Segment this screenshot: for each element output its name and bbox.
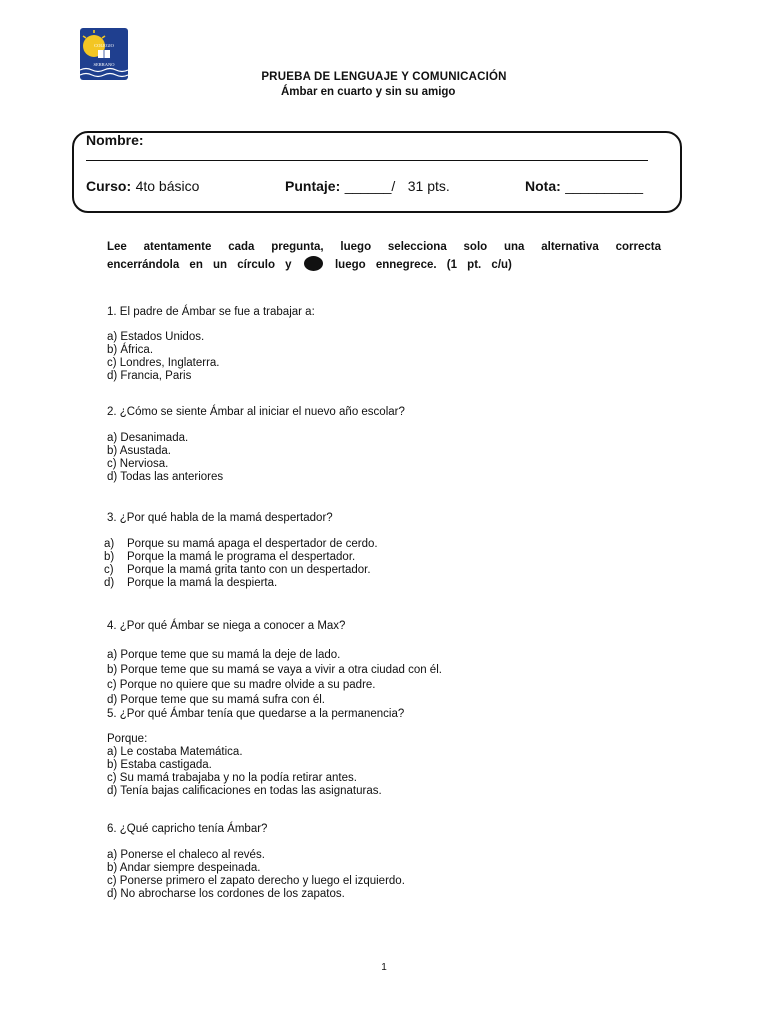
option-3d-letter: d) bbox=[104, 577, 115, 589]
instructions-line2 bbox=[107, 256, 661, 274]
score-blank: ______/ bbox=[344, 178, 396, 194]
option-2a[interactable]: a) Desanimada. bbox=[107, 432, 189, 444]
filled-circle-icon bbox=[304, 256, 323, 271]
question-1-options bbox=[107, 331, 220, 383]
question-4 bbox=[107, 620, 345, 633]
student-info-box bbox=[72, 131, 682, 213]
question-5-text: 5. ¿Por qué Ámbar tenía que quedarse a la permanencia? bbox=[107, 708, 405, 720]
question-1 bbox=[107, 306, 315, 319]
option-3d-text: Porque la mamá la despierta. bbox=[127, 577, 278, 589]
question-3-options bbox=[104, 538, 378, 590]
instructions-line1: Lee atentamente cada pregunta, luego selecciona solo una alternativa correcta bbox=[107, 241, 661, 253]
question-3 bbox=[107, 512, 333, 525]
option-3b-letter: b) bbox=[104, 551, 115, 563]
option-3a-text: Porque su mamá apaga el despertador de cerdo. bbox=[127, 538, 378, 550]
question-2 bbox=[107, 406, 405, 419]
option-5a[interactable]: a) Le costaba Matemática. bbox=[107, 746, 243, 758]
page-number: 1 bbox=[381, 962, 387, 973]
option-3c-text: Porque la mamá grita tanto con un despertador. bbox=[127, 564, 371, 576]
option-1d[interactable]: d) Francia, Paris bbox=[107, 370, 192, 382]
question-2-options bbox=[107, 432, 223, 484]
option-3b[interactable] bbox=[104, 551, 378, 564]
logo-text-top: COLEGIO bbox=[94, 43, 114, 48]
question-3-text: 3. ¿Por qué habla de la mamá despertador? bbox=[107, 512, 333, 524]
instructions-line2-start: encerrándola en un círculo y bbox=[107, 259, 292, 271]
option-2d[interactable]: d) Todas las anteriores bbox=[107, 471, 224, 483]
question-6 bbox=[107, 823, 267, 836]
option-3a[interactable] bbox=[104, 538, 378, 551]
score-label: Puntaje: bbox=[285, 178, 341, 194]
course-label: Curso: bbox=[86, 178, 132, 194]
option-3d[interactable] bbox=[104, 577, 378, 590]
option-1a[interactable]: a) Estados Unidos. bbox=[107, 331, 205, 343]
option-6a[interactable]: a) Ponerse el chaleco al revés. bbox=[107, 849, 265, 861]
course-value: 4to básico bbox=[135, 178, 200, 194]
option-6d[interactable]: d) No abrocharse los cordones de los zapatos. bbox=[107, 888, 345, 900]
option-4d[interactable]: d) Porque teme que su mamá sufra con él. bbox=[107, 694, 325, 706]
option-2b[interactable]: b) Asustada. bbox=[107, 445, 171, 457]
option-4b[interactable]: b) Porque teme que su mamá se vaya a vivir a otra ciudad con él. bbox=[107, 664, 442, 676]
test-title: PRUEBA DE LENGUAJE Y COMUNICACIÓN bbox=[261, 71, 507, 83]
option-6c[interactable]: c) Ponerse primero el zapato derecho y luego el izquierdo. bbox=[107, 875, 405, 887]
option-5d[interactable]: d) Tenía bajas calificaciones en todas las asignaturas. bbox=[107, 785, 382, 797]
option-1c[interactable]: c) Londres, Inglaterra. bbox=[107, 357, 220, 369]
question-5 bbox=[107, 708, 404, 721]
option-5c[interactable]: c) Su mamá trabajaba y no la podía retirar antes. bbox=[107, 772, 357, 784]
test-subtitle: Ámbar en cuarto y sin su amigo bbox=[281, 86, 456, 98]
option-4a[interactable]: a) Porque teme que su mamá la deje de lado. bbox=[107, 649, 341, 661]
logo-text-bottom: SERRANO bbox=[93, 62, 115, 67]
option-6b[interactable]: b) Andar siempre despeinada. bbox=[107, 862, 261, 874]
option-3c-letter: c) bbox=[104, 564, 114, 576]
question-1-text: 1. El padre de Ámbar se fue a trabajar a: bbox=[107, 306, 315, 318]
grade-label: Nota: bbox=[525, 178, 561, 194]
option-3b-text: Porque la mamá le programa el despertador. bbox=[127, 551, 356, 563]
name-label: Nombre: bbox=[86, 132, 144, 148]
question-5-options bbox=[107, 733, 382, 798]
grade-blank: __________ bbox=[565, 178, 644, 194]
option-4c[interactable]: c) Porque no quiere que su madre olvide a su padre. bbox=[107, 679, 376, 691]
instructions-line2-end: luego ennegrece. (1 pt. c/u) bbox=[334, 259, 512, 271]
score-row bbox=[285, 178, 450, 196]
question-6-options bbox=[107, 849, 405, 901]
grade-row bbox=[525, 178, 643, 196]
option-3c[interactable] bbox=[104, 564, 378, 577]
question-4-text: 4. ¿Por qué Ámbar se niega a conocer a Max? bbox=[107, 620, 346, 632]
question-4-options bbox=[107, 648, 442, 708]
option-1b[interactable]: b) África. bbox=[107, 344, 154, 356]
question-5-lead: Porque: bbox=[107, 733, 148, 745]
option-3a-letter: a) bbox=[104, 538, 115, 550]
course-row bbox=[86, 178, 199, 196]
option-5b[interactable]: b) Estaba castigada. bbox=[107, 759, 212, 771]
question-2-text: 2. ¿Cómo se siente Ámbar al iniciar el nuevo año escolar? bbox=[107, 406, 405, 418]
question-6-text: 6. ¿Qué capricho tenía Ámbar? bbox=[107, 823, 268, 835]
score-total: 31 pts. bbox=[407, 178, 450, 194]
instructions bbox=[107, 239, 661, 274]
option-2c[interactable]: c) Nerviosa. bbox=[107, 458, 169, 470]
name-line bbox=[86, 160, 648, 161]
